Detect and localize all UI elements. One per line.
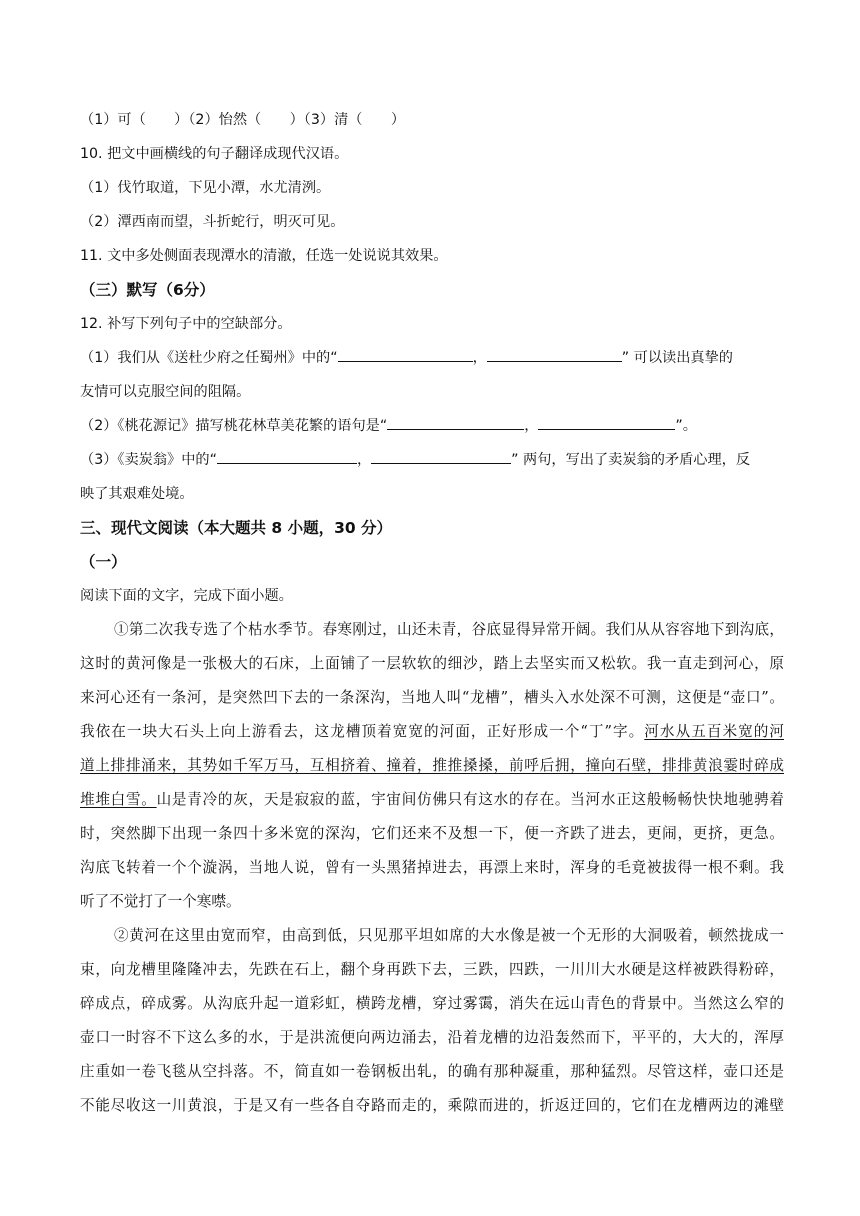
- answer-blank: [487, 347, 622, 362]
- passage-p2-line-5: 庄重如一卷飞毯从空抖落。不，简直如一卷钢板出轧，的确有那种凝重，那种猛烈。尽管这样，壶口还是: [80, 1063, 784, 1080]
- underlined-sentence: 河水从五百米宽的河: [644, 723, 784, 740]
- section-dictation-heading: （三）默写（6分）: [80, 281, 215, 299]
- q12-item-1: [80, 347, 733, 369]
- q12-item-1-continued: 友情可以克服空间的阻隔。: [80, 384, 251, 400]
- subsection-heading: （一）: [80, 553, 127, 571]
- passage-p1-line-9: 听了不觉打了一个寒噤。: [80, 893, 241, 910]
- passage-p1-line-4: [80, 721, 784, 743]
- q10-item-1: （1）伐竹取道，下见小潭，水尤清洌。: [80, 180, 331, 196]
- q12-item-3-prefix: （3）《卖炭翁》中的“: [80, 452, 217, 468]
- q12-item-3-continued: 映了其艰难处境。: [80, 486, 194, 502]
- passage-p2-line-2: 束，向龙槽里隆隆冲去，先跌在石上，翻个身再跌下去，三跌，四跌，一川川大水硬是这样被跌得粉碎，: [80, 961, 784, 978]
- passage-p2-line-1: ②黄河在这里由宽而窄，由高到低，只见那平坦如席的大水像是被一个无形的大洞吸着，顿然拢成一: [114, 927, 784, 944]
- underlined-sentence: 道上排排涌来，其势如千军万马，互相挤着、撞着，推推搡搡，前呼后拥，撞向石壁，排排黄浪霎时碎成: [80, 757, 784, 774]
- passage-text: 我依在一块大石头上向上游看去，这龙槽顶着宽宽的河面，正好形成一个“丁”字。: [80, 723, 645, 740]
- q12-item-2-suffix: ”。: [675, 418, 697, 434]
- passage-p1-line-3: 来河心还有一条河，是突然凹下去的一条深沟，当地人叫“龙槽”，槽头入水处深不可测，这便是“壶口”。: [80, 689, 784, 706]
- passage-p1-line-6: [80, 789, 784, 811]
- reading-instruction: 阅读下面的文字，完成下面小题。: [80, 588, 293, 604]
- q12-item-1-comma: ，: [472, 350, 487, 366]
- passage-p1-line-8: 沟底飞转着一个个漩涡，当地人说，曾有一头黑猪掉进去，再漂上来时，浑身的毛竟被拔得一根不剩。我: [80, 859, 784, 876]
- q11-stem: 11. 文中多处侧面表现潭水的清澈，任选一处说说其效果。: [80, 248, 448, 264]
- q12-item-3-comma: ，: [356, 452, 372, 468]
- answer-blank: [538, 415, 675, 430]
- answer-blank: [338, 347, 473, 362]
- q9-options: （1）可（ ）（2）怡然（ ）（3）清（ ）: [80, 112, 406, 128]
- passage-p1-line-7: 时，突然脚下出现一条四十多米宽的深沟，它们还来不及想一下，便一齐跌了进去，更闹，更挤，更急。: [80, 825, 784, 842]
- answer-blank: [217, 449, 357, 464]
- passage-p1-line-2: 这时的黄河像是一张极大的石床，上面铺了一层软软的细沙，踏上去坚实而又松软。我一直走到河心，原: [80, 655, 784, 672]
- document-page: [80, 0, 784, 1216]
- passage-p2-line-4: 壶口一时容不下这么多的水，于是洪流便向两边涌去，沿着龙槽的边沿轰然而下，平平的，大大的，浑厚: [80, 1029, 784, 1046]
- q12-item-1-suffix: ” 可以读出真挚的: [621, 350, 733, 366]
- q10-stem: 10. 把文中画横线的句子翻译成现代汉语。: [80, 146, 349, 162]
- underlined-sentence: 堆堆白雪。: [80, 791, 157, 808]
- q12-item-3-suffix: ” 两句，写出了卖炭翁的矛盾心理，反: [511, 452, 751, 468]
- q12-item-2-comma: ，: [524, 418, 539, 434]
- q12-stem: 12. 补写下列句子中的空缺部分。: [80, 316, 292, 332]
- q12-item-1-prefix: （1）我们从《送杜少府之任蜀州》中的“: [80, 350, 338, 366]
- passage-p2-line-3: 碎成点，碎成雾。从沟底升起一道彩虹，横跨龙槽，穿过雾霭，消失在远山青色的背景中。当然这么窄的: [80, 995, 784, 1012]
- q12-item-2-prefix: （2）《桃花源记》描写桃花林草美花繁的语句是“: [80, 418, 388, 434]
- section-modern-reading-heading: 三、现代文阅读（本大题共 8 小题，30 分）: [80, 519, 393, 537]
- answer-blank: [387, 415, 524, 430]
- answer-blank: [371, 449, 511, 464]
- passage-p2-line-6: 不能尽收这一川黄浪，于是又有一些各自夺路而走的，乘隙而进的，折返迂回的，它们在龙槽两边的滩壁: [80, 1097, 784, 1114]
- passage-text: 山是青冷的灰，天是寂寂的蓝，宇宙间仿佛只有这水的存在。当河水正这般畅畅快快地驰骋着: [156, 791, 784, 808]
- q10-item-2: （2）潭西南而望，斗折蛇行，明灭可见。: [80, 214, 345, 230]
- q12-item-3: [80, 449, 750, 471]
- passage-p1-line-1: ①第二次我专选了个枯水季节。春寒刚过，山还未青，谷底显得异常开阔。我们从从容容地下到沟底，: [114, 621, 784, 638]
- q12-item-2: [80, 415, 697, 437]
